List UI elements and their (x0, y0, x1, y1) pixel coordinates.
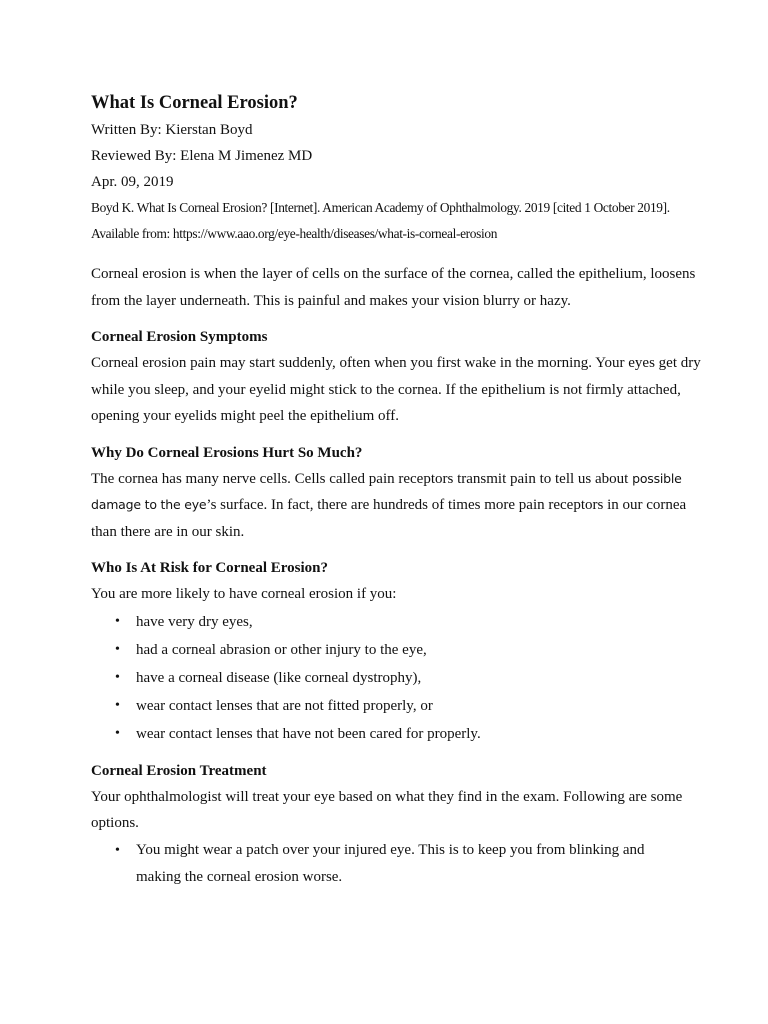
bullet-icon: • (115, 842, 120, 858)
treatment-intro: Your ophthalmologist will treat your eye based on what they find in the exam. Following are some options. (91, 788, 683, 831)
treatment-list (91, 837, 708, 892)
date-line: Apr. 09, 2019 (91, 174, 174, 190)
risk-intro: You are more likely to have corneal erosion if you: (91, 586, 397, 602)
list-item: • You might wear a patch over your injured eye. This is to keep you from blinking and making the corneal erosion worse. (115, 837, 656, 892)
why-hurt-heading: Why Do Corneal Erosions Hurt So Much? (91, 444, 363, 461)
intro-paragraph: Corneal erosion is when the layer of cells on the surface of the cornea, called the epithelium, loosens from the layer underneath. This is painful and makes your vision blurry or hazy. (91, 266, 696, 309)
symptoms-paragraph: Corneal erosion pain may start suddenly, often when you first wake in the morning. Your eyes get dry while you sleep, and your eyelid might stick to the cornea. If the epithelium is not firmly attached, opening your eyelids might peel the epithelium off. (91, 355, 701, 424)
list-item: • have a corneal disease (like corneal dystrophy), (115, 664, 656, 692)
bullet-icon: • (115, 669, 120, 685)
why-hurt-text-part3: ’s surface. In fact, there are hundreds of times more pain receptors in our cornea than there are in our skin. (91, 497, 687, 540)
treatment-heading: Corneal Erosion Treatment (91, 762, 267, 779)
bullet-icon: • (115, 641, 120, 657)
why-hurt-text-part1: The cornea has many nerve cells. Cells called pain receptors transmit pain to tell us about (91, 470, 633, 487)
why-hurt-paragraph (91, 466, 701, 546)
risk-heading: Who Is At Risk for Corneal Erosion? (91, 560, 328, 576)
list-item: • wear contact lenses that have not been cared for properly. (115, 720, 656, 748)
author-line: Written By: Kierstan Boyd (91, 122, 253, 138)
reviewer-line: Reviewed By: Elena M Jimenez MD (91, 148, 313, 164)
risk-list (91, 608, 708, 748)
list-item: • have very dry eyes, (115, 608, 656, 636)
bullet-icon: • (115, 613, 120, 629)
citation: Boyd K. What Is Corneal Erosion? [Internet]. American Academy of Ophthalmology. 2019 [cited 1 October 2019]. Available from: https://www.aao.org/eye-health/diseases/what-is-corneal-erosion (91, 200, 670, 241)
why-hurt-text-part2: possible damage to the eye (91, 470, 682, 512)
symptoms-heading: Corneal Erosion Symptoms (91, 329, 268, 345)
list-item: • wear contact lenses that are not fitted properly, or (115, 692, 656, 720)
article-meta (91, 117, 708, 195)
list-item: • had a corneal abrasion or other injury to the eye, (115, 636, 656, 664)
bullet-icon: • (115, 725, 120, 741)
bullet-icon: • (115, 697, 120, 713)
article-title: What Is Corneal Erosion? (91, 93, 298, 113)
